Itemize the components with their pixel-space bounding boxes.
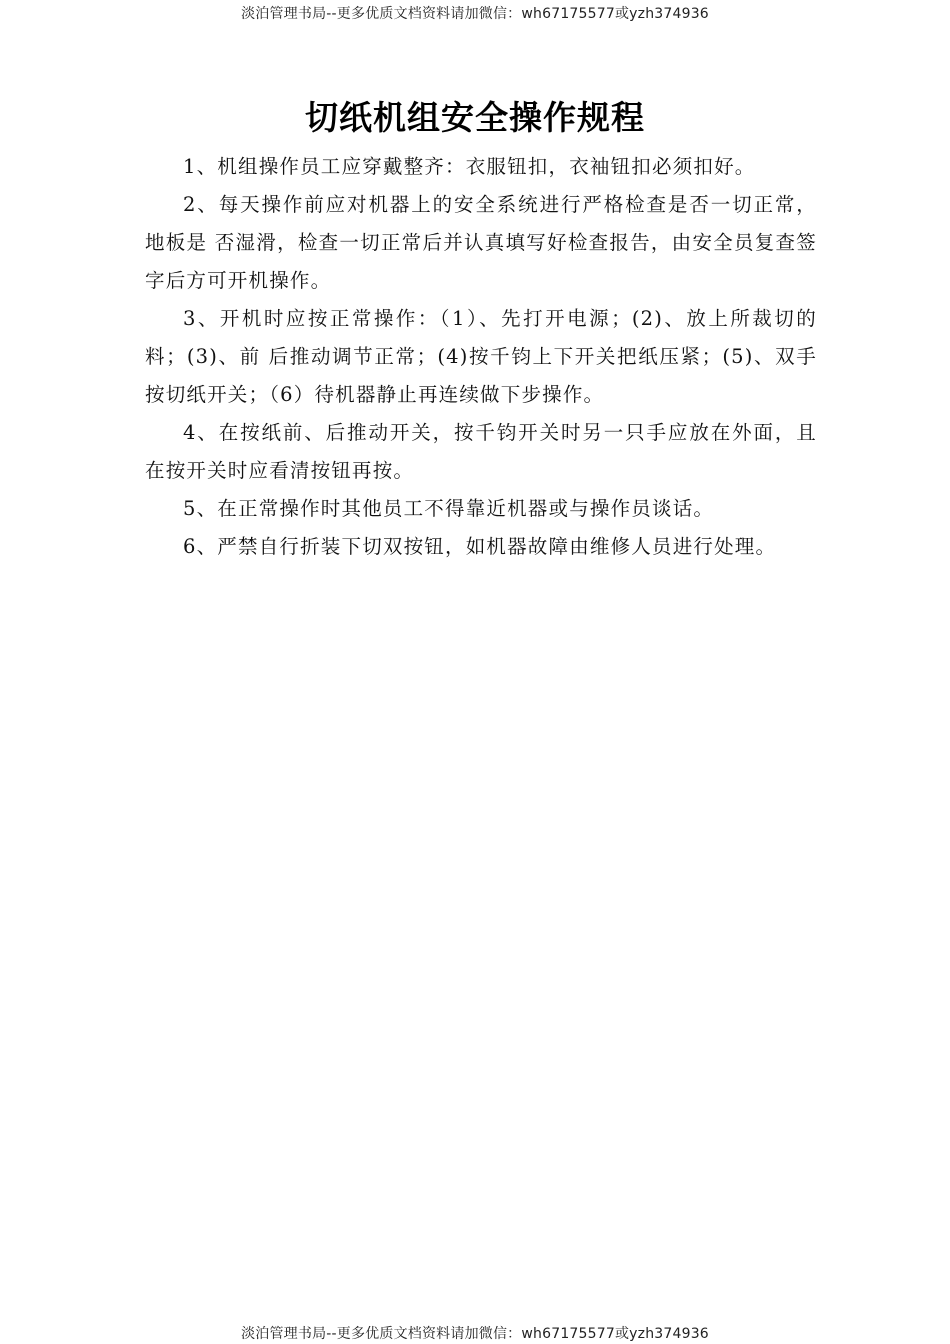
document-body bbox=[145, 148, 817, 566]
rule-paragraph-2: 2、每天操作前应对机器上的安全系统进行严格检查是否一切正常，地板是 否湿滑，检查一切正常后并认真填写好检查报告，由安全员复查签字后方可开机操作。 bbox=[145, 193, 817, 292]
page-footer: 淡泊管理书局--更多优质文档资料请加微信：wh67175577或yzh374936 bbox=[241, 1326, 709, 1342]
page-header: 淡泊管理书局--更多优质文档资料请加微信：wh67175577或yzh374936 bbox=[241, 6, 709, 22]
rule-paragraph-3: 3、开机时应按正常操作：（1）、先打开电源；(2)、放上所裁切的料；(3)、前 后推动调节正常；(4)按千钧上下开关把纸压紧；(5)、双手按切纸开关；（6）待机器静止再连续做下步操作。 bbox=[145, 307, 817, 406]
rule-paragraph-4: 4、在按纸前、后推动开关，按千钧开关时另一只手应放在外面，且在按开关时应看清按钮再按。 bbox=[145, 421, 817, 482]
rule-paragraph-6: 6、严禁自行折装下切双按钮，如机器故障由维修人员进行处理。 bbox=[183, 535, 777, 558]
rule-paragraph-1: 1、机组操作员工应穿戴整齐：衣服钮扣，衣袖钮扣必须扣好。 bbox=[183, 155, 756, 178]
rule-paragraph-5: 5、在正常操作时其他员工不得靠近机器或与操作员谈话。 bbox=[183, 497, 715, 520]
document-title: 切纸机组安全操作规程 bbox=[305, 98, 645, 137]
